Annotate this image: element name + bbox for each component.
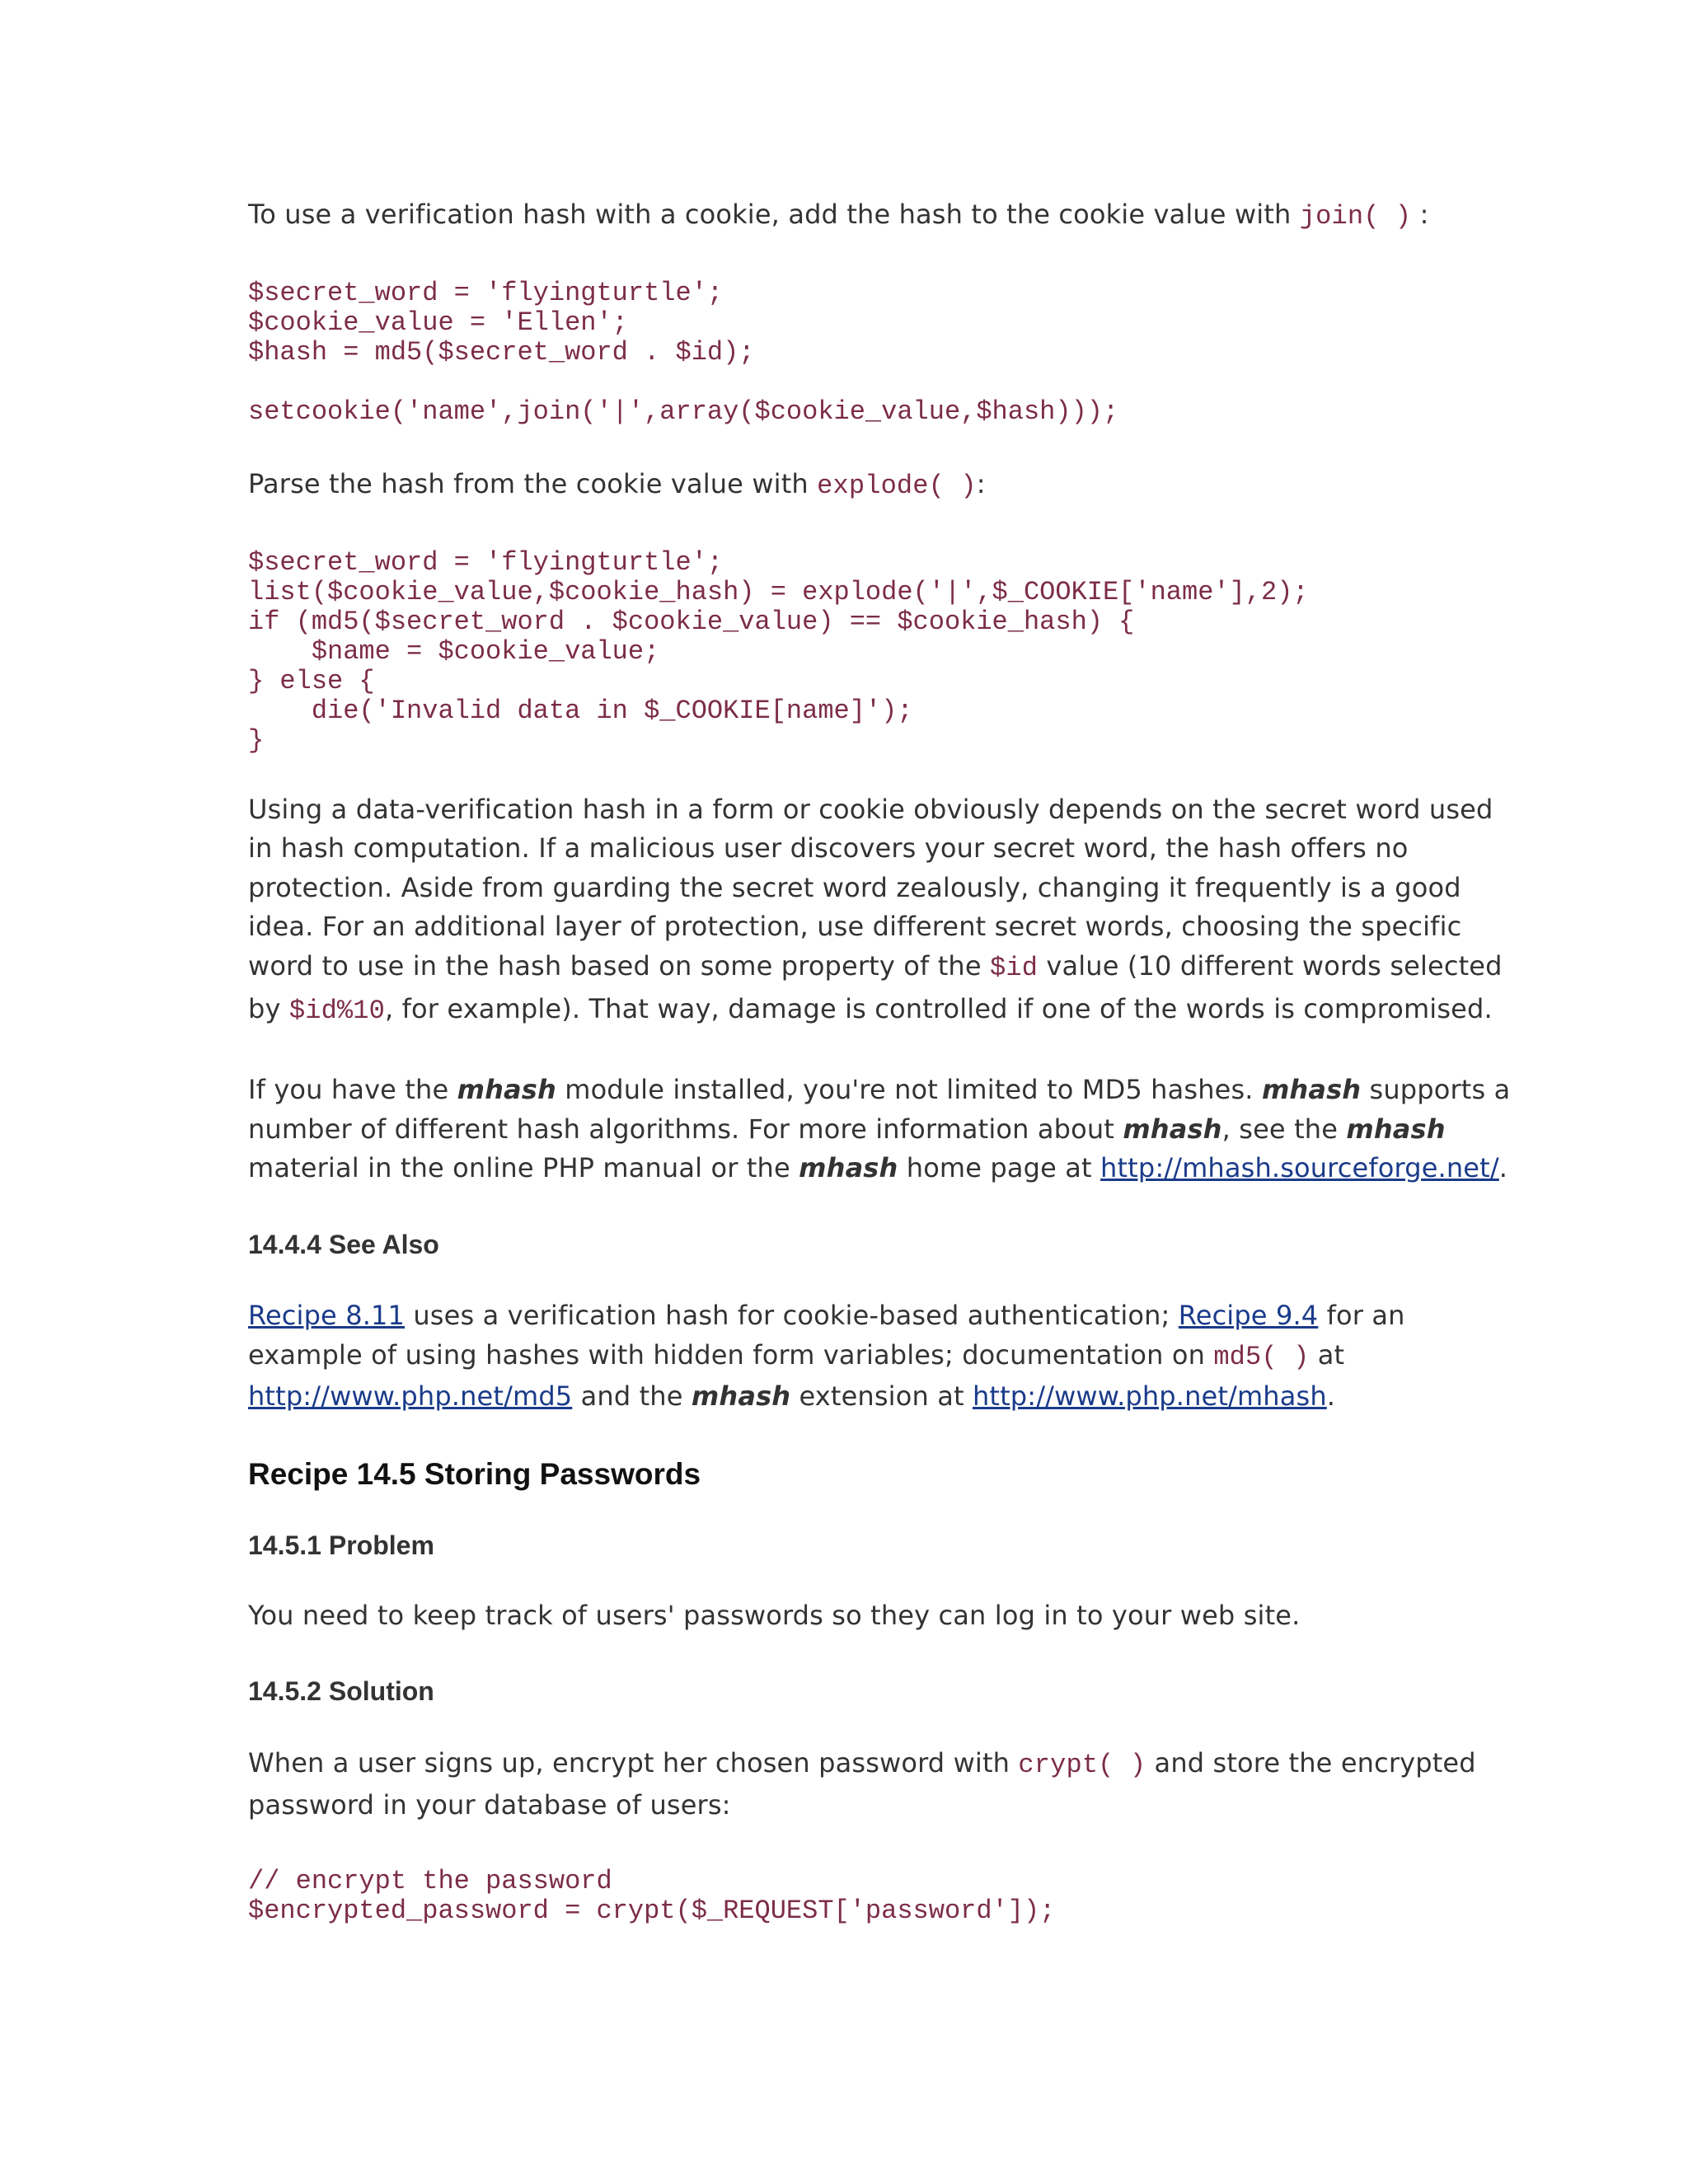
text-line: in hash computation. If a malicious user discovers your secret word, the hash offers no	[248, 832, 1409, 864]
inline-code: md5( )	[1213, 1342, 1310, 1372]
text-line: password in your database of users:	[248, 1789, 731, 1821]
paragraph-problem: You need to keep track of users' passwords so they can log in to your web site.	[248, 1600, 1301, 1631]
inline-code: $id	[990, 953, 1039, 983]
text: number of different hash algorithms. For more information about	[248, 1113, 1123, 1145]
text: word to use in the hash based on some property of the	[248, 950, 991, 982]
paragraph-explode-intro	[248, 464, 1451, 506]
text-line	[248, 1743, 1476, 1785]
text: by	[248, 993, 289, 1024]
emphasis: mhash	[799, 1152, 898, 1183]
emphasis: mhash	[1123, 1113, 1222, 1145]
inline-code: explode( )	[817, 471, 977, 501]
text: :	[1411, 199, 1429, 230]
emphasis: mhash	[691, 1380, 791, 1412]
text: extension at	[790, 1380, 973, 1412]
inline-code: $id%10	[288, 996, 385, 1026]
link-recipe-8-11[interactable]: Recipe 8.11	[248, 1300, 406, 1331]
text-line: Using a data-verification hash in a form or cookie obviously depends on the secret word used	[248, 794, 1493, 825]
text: example of using hashes with hidden form variables; documentation on	[248, 1339, 1214, 1371]
heading-solution: 14.5.2 Solution	[248, 1676, 434, 1706]
emphasis: mhash	[1261, 1074, 1362, 1105]
text: and store the encrypted	[1146, 1747, 1476, 1779]
code-block-setcookie: $secret_word = 'flyingturtle'; $cookie_value = 'Ellen'; $hash = md5($secret_word . $id); setcookie('name',join('|',array($cookie_value,$hash)));	[248, 278, 1119, 427]
text: If you have the	[248, 1074, 457, 1105]
text: :	[976, 468, 986, 499]
text: Parse the hash from the cookie value with	[248, 468, 818, 499]
text: value (10 different words selected	[1038, 950, 1503, 982]
emphasis: mhash	[1346, 1113, 1446, 1145]
text-line	[248, 946, 1503, 988]
text-line	[248, 989, 1493, 1031]
link-mhash-sourceforge[interactable]: http://mhash.sourceforge.net/	[1100, 1152, 1499, 1183]
link-recipe-9-4[interactable]: Recipe 9.4	[1178, 1300, 1319, 1331]
heading-problem: 14.5.1 Problem	[248, 1530, 434, 1560]
text: To use a verification hash with a cookie, add the hash to the cookie value with	[248, 199, 1300, 230]
code-block-crypt: // encrypt the password $encrypted_password = crypt($_REQUEST['password']);	[248, 1866, 1056, 1926]
text: .	[1498, 1152, 1508, 1183]
text: material in the online PHP manual or the	[248, 1152, 799, 1183]
text: supports a	[1361, 1074, 1511, 1105]
text: module installed, you're not limited to MD5 hashes.	[556, 1074, 1262, 1105]
link-php-mhash[interactable]: http://www.php.net/mhash	[972, 1380, 1327, 1412]
text: When a user signs up, encrypt her chosen password with	[248, 1747, 1019, 1779]
text-line	[248, 1148, 1508, 1188]
text: , see the	[1221, 1113, 1347, 1145]
text: for an	[1318, 1300, 1405, 1331]
text: , for example). That way, damage is controlled if one of the words is compromised.	[385, 993, 1493, 1024]
text-line	[248, 1296, 1451, 1335]
inline-code: crypt( )	[1018, 1750, 1146, 1780]
text: home page at	[898, 1152, 1101, 1183]
text-line	[248, 1070, 1511, 1109]
text: at	[1309, 1339, 1345, 1371]
text-line: idea. For an additional layer of protection, use different secret words, choosing the specific	[248, 911, 1462, 942]
heading-see-also: 14.4.4 See Also	[248, 1230, 439, 1259]
text-line: protection. Aside from guarding the secret word zealously, changing it frequently is a good	[248, 872, 1461, 903]
text-line	[248, 1109, 1451, 1149]
text-line	[248, 1376, 1451, 1416]
code-block-explode: $secret_word = 'flyingturtle'; list($cookie_value,$cookie_hash) = explode('|',$_COOKIE['name'],2); if (md5($secret_word . $cookie_value) == $cookie_hash) { $name = $cookie_value; } else { die('Invalid data in $_COOKIE[name]'); }	[248, 547, 1309, 756]
text: and the	[572, 1380, 692, 1412]
paragraph-join-intro	[248, 194, 1451, 237]
emphasis: mhash	[457, 1074, 556, 1105]
text: .	[1326, 1380, 1336, 1412]
heading-recipe-14-5: Recipe 14.5 Storing Passwords	[248, 1457, 701, 1491]
link-php-md5[interactable]: http://www.php.net/md5	[248, 1380, 573, 1412]
inline-code: join( )	[1299, 201, 1412, 232]
text-line	[248, 1335, 1451, 1377]
text: uses a verification hash for cookie-based authentication;	[405, 1300, 1179, 1331]
